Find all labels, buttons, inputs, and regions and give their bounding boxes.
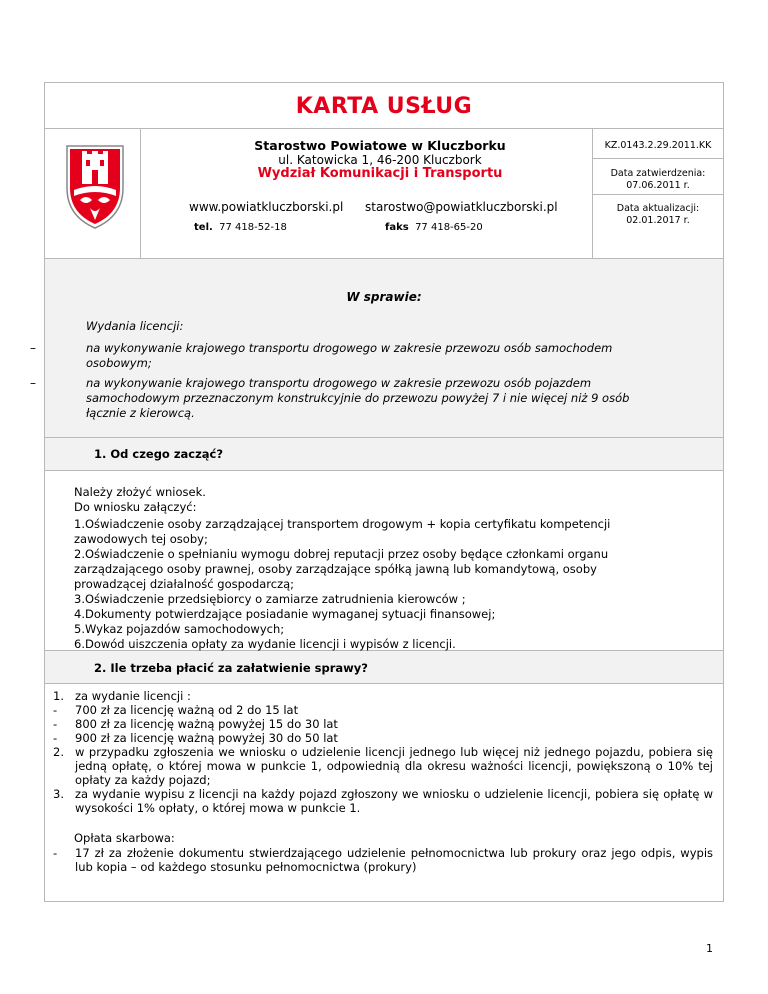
- matter-item-line: na wykonywanie krajowego transportu drogowego w zakresie przewozu osób pojazdem: [86, 376, 592, 390]
- page-number: 1: [706, 942, 713, 955]
- fee-item: [53, 717, 713, 731]
- stamp-duty-text: 17 zł za złożenie dokumentu stwierdzającego udzielenie pełnomocnictwa lub prokury oraz jego odpis, wypis lub kopia – od każdego stosunku pełnomocnictwa (prokury): [75, 846, 713, 874]
- stamp-duty-item: [53, 846, 713, 874]
- fee-text: 900 zł za licencję ważną powyżej 30 do 50 lat: [75, 731, 338, 745]
- section2-title: 2. Ile trzeba płacić za załatwienie sprawy?: [94, 661, 368, 675]
- meta-row-divider: [592, 194, 724, 195]
- coat-of-arms-logo: [64, 142, 126, 230]
- phone-line: [194, 222, 287, 233]
- fee-item: [53, 731, 713, 745]
- attachment-line: 6.Dowód uiszczenia opłaty za wydanie licencji i wypisów z licencji.: [74, 637, 456, 651]
- attachment-line: zawodowych tej osoby;: [74, 532, 208, 546]
- fee-marker: 1.: [53, 689, 64, 703]
- matter-item: [86, 376, 686, 421]
- email-link[interactable]: starostwo@powiatkluczborski.pl: [365, 200, 558, 214]
- crest-divider: [140, 128, 141, 258]
- tel-value: 77 418-52-18: [219, 222, 287, 233]
- update-date: 02.01.2017 r.: [626, 215, 690, 226]
- organization-name: Starostwo Powiatowe w Kluczborku: [254, 138, 506, 153]
- title-divider: [44, 128, 724, 129]
- attachment-line: 4.Dokumenty potwierdzające posiadanie wymaganej sytuacji finansowej;: [74, 607, 496, 621]
- fee-text: za wydanie licencji :: [75, 689, 191, 703]
- matter-heading: W sprawie:: [346, 290, 422, 304]
- website-link[interactable]: www.powiatkluczborski.pl: [189, 200, 344, 214]
- stamp-duty-heading: Opłata skarbowa:: [74, 831, 175, 845]
- fee-marker: -: [53, 731, 58, 745]
- approval-date: 07.06.2011 r.: [626, 180, 690, 191]
- matter-item-line: łącznie z kierowcą.: [86, 406, 195, 420]
- meta-row-divider: [592, 158, 724, 159]
- fee-text: za wydanie wypisu z licencji na każdy pojazd zgłoszony we wniosku o udzielenie licencji, pobiera się opłatę w wysokości 1% opłaty, o której mowa w punkcie 1.: [75, 787, 713, 815]
- fax-value: 77 418-65-20: [415, 222, 483, 233]
- matter-item: [86, 341, 686, 371]
- fee-item: [53, 787, 713, 815]
- fax-line: [385, 222, 483, 233]
- approval-label: Data zatwierdzenia:: [610, 168, 706, 179]
- fee-text: 800 zł za licencję ważną powyżej 15 do 30 lat: [75, 717, 338, 731]
- attachment-line: zarządzającego osoby prawnej, osoby zarządzające spółką jawną lub komandytową, osoby: [74, 562, 597, 576]
- section-divider: [44, 683, 724, 684]
- tel-label: tel.: [194, 222, 213, 233]
- fee-text: w przypadku zgłoszenia we wniosku o udzielenie licencji jednego lub więcej niż jednego pojazdu, pobiera się jedną opłatę, o której mowa w punkcie 1, odpowiednią dla okresu ważności licencji, powiększoną o 10% tej opłaty za każdy pojazd;: [75, 745, 713, 787]
- stamp-duty-list: [53, 846, 713, 874]
- list-bullet: –: [30, 341, 36, 355]
- attachment-line: prowadzącej działalność gospodarczą;: [74, 577, 295, 591]
- section1-intro-line: Do wniosku załączyć:: [74, 500, 197, 514]
- fees-list: [53, 689, 713, 815]
- fee-text: 700 zł za licencję ważną od 2 do 15 lat: [75, 703, 299, 717]
- department-name: Wydział Komunikacji i Transportu: [257, 166, 503, 181]
- organization-address: ul. Katowicka 1, 46-200 Kluczbork: [278, 153, 482, 167]
- matter-item-line: na wykonywanie krajowego transportu drogowego w zakresie przewozu osób samochodem: [86, 341, 613, 355]
- matter-subject: Wydania licencji:: [86, 319, 184, 333]
- stamp-duty-marker: -: [53, 846, 58, 860]
- fee-marker: 2.: [53, 745, 64, 759]
- document-code: KZ.0143.2.29.2011.KK: [604, 140, 712, 151]
- attachment-line: 1.Oświadczenie osoby zarządzającej transportem drogowym + kopia certyfikatu kompetencji: [74, 517, 611, 531]
- attachment-line: 3.Oświadczenie przedsiębiorcy o zamiarze zatrudnienia kierowców ;: [74, 592, 466, 606]
- section1-intro: [74, 485, 206, 515]
- attachments-list: [74, 517, 719, 652]
- section1-intro-line: Należy złożyć wniosek.: [74, 485, 206, 499]
- page-title: KARTA USŁUG: [295, 94, 473, 119]
- fee-marker: -: [53, 717, 58, 731]
- list-bullet: –: [30, 376, 36, 390]
- fee-item: [53, 745, 713, 787]
- attachment-line: 5.Wykaz pojazdów samochodowych;: [74, 622, 285, 636]
- matter-item-line: samochodowym przeznaczonym konstrukcyjnie do przewozu powyżej 7 i nie więcej niż 9 osób: [86, 391, 630, 405]
- fee-item: [53, 689, 713, 703]
- matter-item-line: osobowym;: [86, 356, 152, 370]
- section1-title: 1. Od czego zacząć?: [94, 447, 224, 461]
- fee-item: [53, 703, 713, 717]
- fee-marker: 3.: [53, 787, 64, 801]
- attachment-line: 2.Oświadczenie o spełnianiu wymogu dobrej reputacji przez osoby będące członkami organu: [74, 547, 609, 561]
- fax-label: faks: [385, 222, 409, 233]
- update-label: Data aktualizacji:: [616, 203, 700, 214]
- fee-marker: -: [53, 703, 58, 717]
- section-divider: [44, 470, 724, 471]
